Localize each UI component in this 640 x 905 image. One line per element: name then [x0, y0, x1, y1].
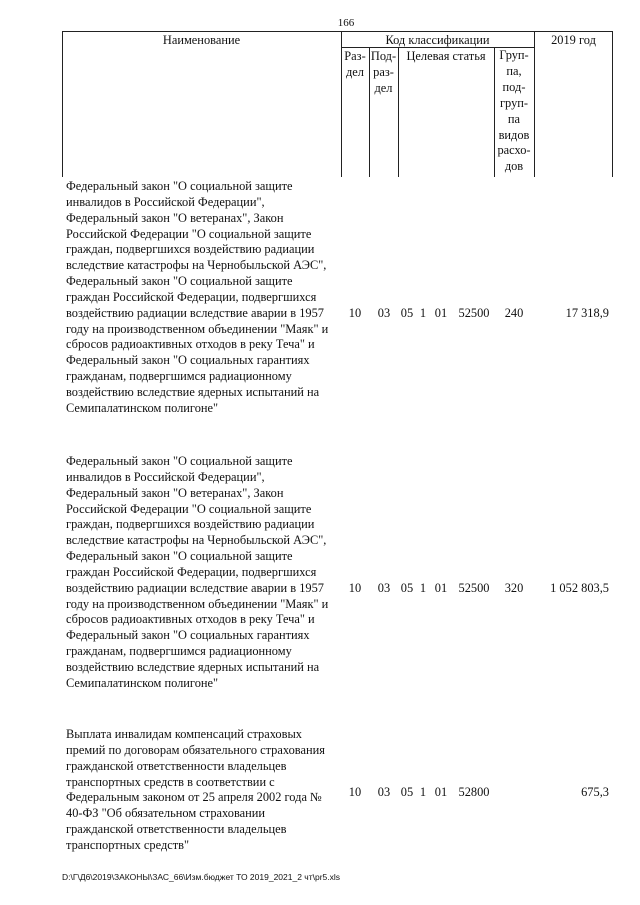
name-column-header: Наименование [162, 33, 241, 47]
expense-group-column-header: Груп- па, под- груп- па видов расхо- дов [497, 48, 531, 174]
header-divider [398, 47, 399, 177]
page-number: 166 [337, 17, 355, 29]
row-1-target-program: 05 [400, 306, 414, 320]
header-divider [534, 31, 535, 177]
row-3-subsection: 03 [377, 785, 391, 799]
row-3-target-activity: 01 [434, 785, 448, 799]
row-3-name: Выплата инвалидам компенсаций страховых премий по договорам обязательного страхования гражданской ответственности владельцев транспортных средств в соответствии с Федеральным законом от 25 апреля 2002 года № 40-ФЗ "Об обязательном страховании гражданской ответственности владельцев транспортных средств" [66, 727, 325, 852]
row-3-amount: 675,3 [581, 785, 609, 799]
classification-code-header: Код классификации [385, 33, 490, 47]
row-2-amount: 1 052 803,5 [550, 581, 609, 595]
row-1-name: Федеральный закон "О социальной защите инвалидов в Российской Федерации", Федеральный закон "О ветеранах", Закон Российской Федерации "О социальной защите граждан, подвергшихся воздействию радиации вследствие катастрофы на Чернобыльской АЭС", Федеральный закон "О социальной защите граждан Российской Федерации, подвергшихся воздействию радиации вследствие аварии в 1957 году на производственном объединении "Маяк" и сбросов радиоактивных отходов в реку Теча" и Федеральный закон "О социальных гарантиях гражданам, подвергшимся радиационному воздействию вследствие ядерных испытаний на Семипалатинском полигоне" [66, 179, 329, 415]
row-2-target-program: 05 [400, 581, 414, 595]
row-1-target-activity: 01 [434, 306, 448, 320]
row-1-target-subprogram: 1 [419, 306, 427, 320]
row-2-name: Федеральный закон "О социальной защите инвалидов в Российской Федерации", Федеральный закон "О ветеранах", Закон Российской Федерации "О социальной защите граждан, подвергшихся воздействию радиации вследствие катастрофы на Чернобыльской АЭС", Федеральный закон "О социальной защите граждан Российской Федерации, подвергшихся воздействию радиации вследствие аварии в 1957 году на производственном объединении "Маяк" и сбросов радиоактивных отходов в реку Теча" и Федеральный закон "О социальных гарантиях гражданам, подвергшимся радиационному воздействию вследствие ядерных испытаний на Семипалатинском полигоне" [66, 454, 329, 690]
row-1-section: 10 [348, 306, 362, 320]
row-2-target-subprogram: 1 [419, 581, 427, 595]
row-1-amount: 17 318,9 [565, 306, 609, 320]
row-2-subsection: 03 [377, 581, 391, 595]
row-2-section: 10 [348, 581, 362, 595]
row-3-target-subprogram: 1 [419, 785, 427, 799]
row-1-expense-type: 240 [504, 306, 524, 320]
section-column-header: Раз- дел [344, 49, 366, 79]
row-1-subsection: 03 [377, 306, 391, 320]
row-3-target-direction: 52800 [458, 785, 490, 799]
row-3-target-program: 05 [400, 785, 414, 799]
row-2-target-direction: 52500 [458, 581, 490, 595]
row-2-expense-type: 320 [504, 581, 524, 595]
row-1-target-direction: 52500 [458, 306, 490, 320]
file-path-footer: D:\Г\Д6\2019\ЗАКОНЫ\ЗАС_66\Изм.бюджет ТО 2019_2021_2 чт\pr5.xls [62, 872, 341, 882]
row-2-target-activity: 01 [434, 581, 448, 595]
year-column-header: 2019 год [551, 33, 596, 47]
target-article-column-header: Целевая статья [406, 49, 486, 63]
subsection-column-header: Под- раз- дел [370, 49, 397, 95]
row-3-section: 10 [348, 785, 362, 799]
